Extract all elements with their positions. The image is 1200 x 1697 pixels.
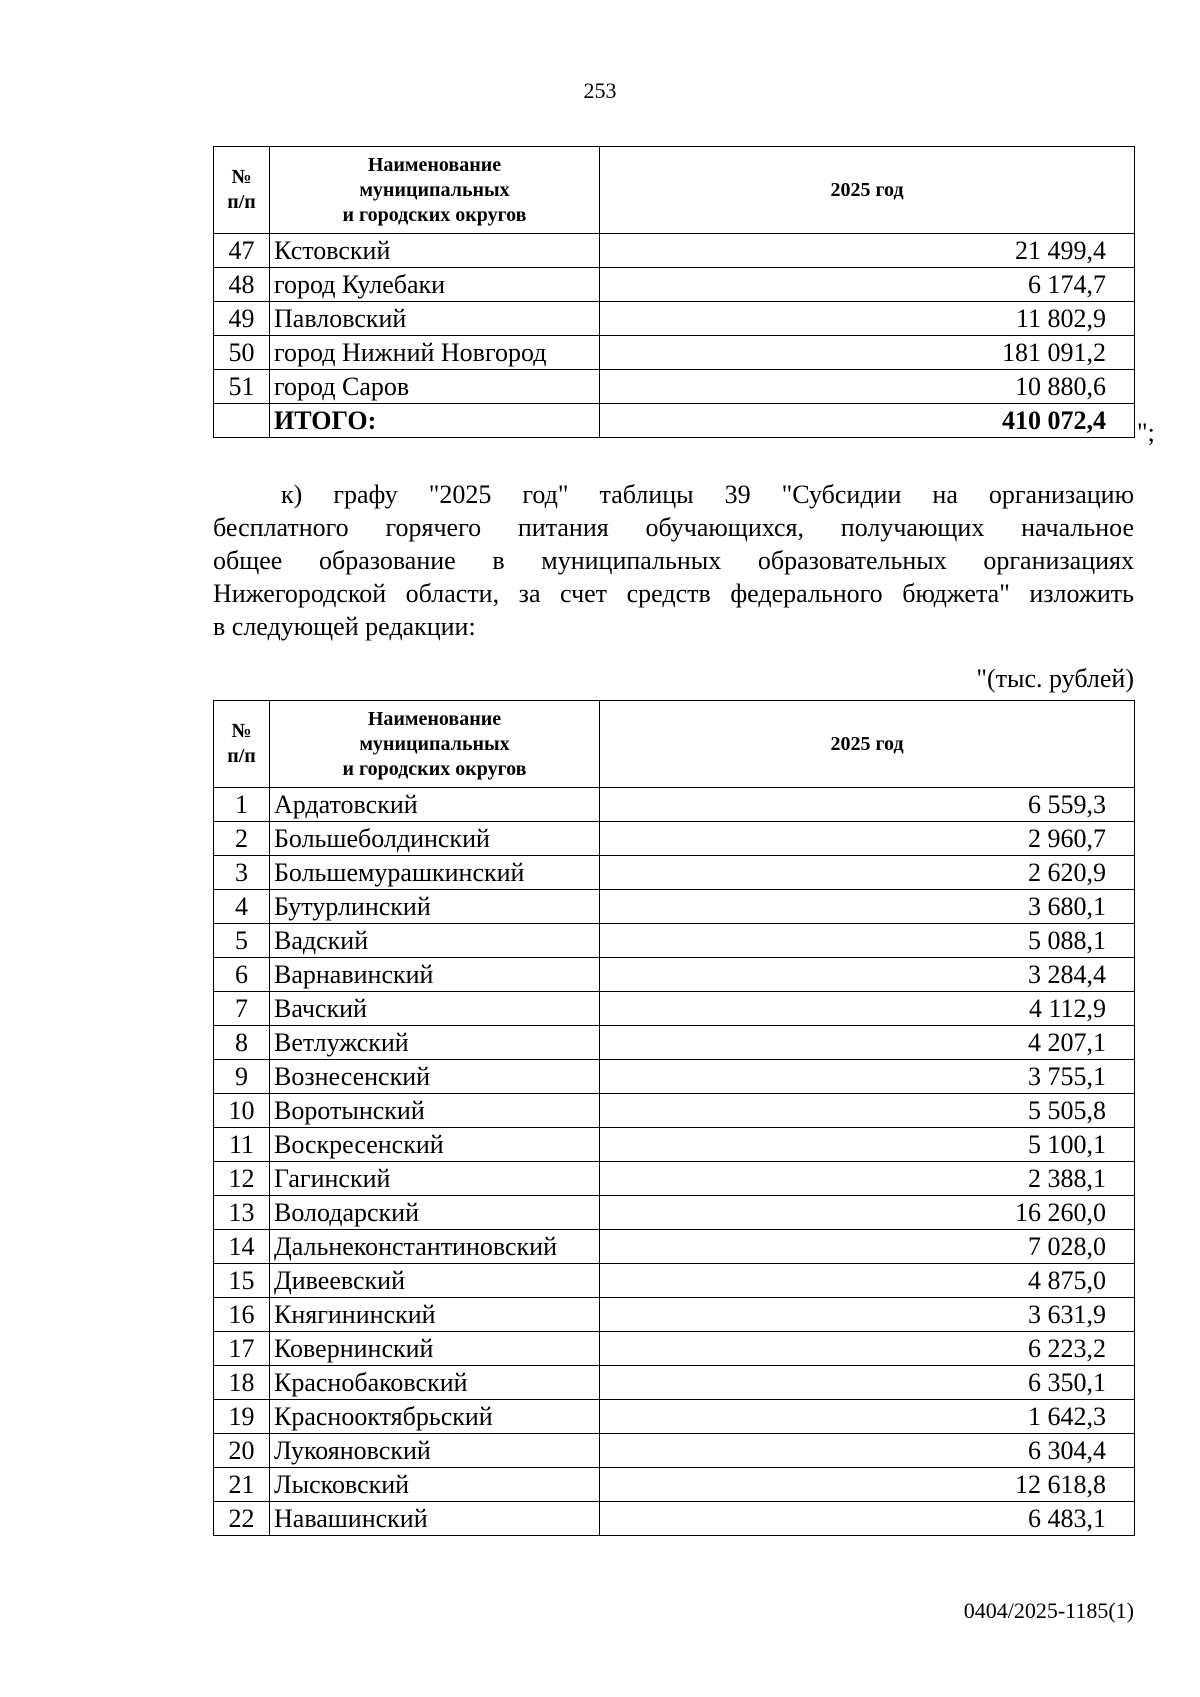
municipality-name: Павловский xyxy=(270,302,600,336)
closing-quote: "; xyxy=(1137,418,1155,447)
table-row xyxy=(214,856,1135,890)
table-row xyxy=(214,1400,1135,1434)
row-number: 9 xyxy=(214,1060,270,1094)
municipality-name: Княгининский xyxy=(270,1298,600,1332)
header-name xyxy=(270,701,600,788)
total-row xyxy=(214,404,1135,438)
row-number: 18 xyxy=(214,1366,270,1400)
amount-value: 3 284,4 xyxy=(600,958,1135,992)
amount-value: 7 028,0 xyxy=(600,1230,1135,1264)
header-number-line: № xyxy=(231,166,252,188)
table-row xyxy=(214,992,1135,1026)
paragraph-line: Нижегородской области, за счет средств федерального бюджета" изложить xyxy=(213,579,1134,608)
amount-value: 21 499,4 xyxy=(600,234,1135,268)
amount-value: 6 350,1 xyxy=(600,1366,1135,1400)
header-year: 2025 год xyxy=(600,147,1135,234)
municipality-name: Ардатовский xyxy=(270,788,600,822)
row-number: 19 xyxy=(214,1400,270,1434)
municipality-name: Варнавинский xyxy=(270,958,600,992)
table-header-row xyxy=(214,701,1135,788)
paragraph-line: бесплатного горячего питания обучающихся, получающих начальное xyxy=(213,513,1134,542)
municipality-name: город Кулебаки xyxy=(270,268,600,302)
table-row xyxy=(214,1026,1135,1060)
amount-value: 181 091,2 xyxy=(600,336,1135,370)
municipality-name: Володарский xyxy=(270,1196,600,1230)
row-number: 50 xyxy=(214,336,270,370)
amount-value: 3 680,1 xyxy=(600,890,1135,924)
row-number: 5 xyxy=(214,924,270,958)
table-row xyxy=(214,1162,1135,1196)
header-year: 2025 год xyxy=(600,701,1135,788)
row-number: 7 xyxy=(214,992,270,1026)
municipality-name: Вачский xyxy=(270,992,600,1026)
amendment-paragraph xyxy=(213,478,1134,643)
amount-value: 2 620,9 xyxy=(600,856,1135,890)
municipality-name: Вадский xyxy=(270,924,600,958)
table-row xyxy=(214,1434,1135,1468)
row-number: 6 xyxy=(214,958,270,992)
municipality-name: Кстовский xyxy=(270,234,600,268)
paragraph-line: к) графу "2025 год" таблицы 39 "Субсидии на организацию xyxy=(281,480,1134,509)
municipality-name: Лысковский xyxy=(270,1468,600,1502)
paragraph-line: в следующей редакции: xyxy=(213,612,476,641)
row-number: 20 xyxy=(214,1434,270,1468)
municipality-name: город Нижний Новгород xyxy=(270,336,600,370)
table-row xyxy=(214,1060,1135,1094)
amount-value: 5 100,1 xyxy=(600,1128,1135,1162)
amount-value: 6 304,4 xyxy=(600,1434,1135,1468)
municipality-name: Дальнеконстантиновский xyxy=(270,1230,600,1264)
amount-value: 10 880,6 xyxy=(600,370,1135,404)
row-number: 48 xyxy=(214,268,270,302)
municipality-name: Воротынский xyxy=(270,1094,600,1128)
table-row xyxy=(214,1128,1135,1162)
table-row xyxy=(214,958,1135,992)
table-row xyxy=(214,1196,1135,1230)
table-row xyxy=(214,302,1135,336)
amount-value: 4 875,0 xyxy=(600,1264,1135,1298)
row-number: 2 xyxy=(214,822,270,856)
row-number: 17 xyxy=(214,1332,270,1366)
table-row xyxy=(214,370,1135,404)
amount-value: 1 642,3 xyxy=(600,1400,1135,1434)
table-header-row xyxy=(214,147,1135,234)
amount-value: 6 223,2 xyxy=(600,1332,1135,1366)
municipality-name: Лукояновский xyxy=(270,1434,600,1468)
municipality-name: Большемурашкинский xyxy=(270,856,600,890)
row-number: 11 xyxy=(214,1128,270,1162)
units-note: "(тыс. рублей) xyxy=(976,664,1134,693)
table-row xyxy=(214,1298,1135,1332)
header-number-line: п/п xyxy=(227,745,256,767)
amount-value: 4 207,1 xyxy=(600,1026,1135,1060)
subsidy-table-39 xyxy=(213,700,1135,1536)
amount-value: 11 802,9 xyxy=(600,302,1135,336)
table-row xyxy=(214,234,1135,268)
table-row xyxy=(214,1332,1135,1366)
amount-value: 2 388,1 xyxy=(600,1162,1135,1196)
row-number: 51 xyxy=(214,370,270,404)
row-number: 49 xyxy=(214,302,270,336)
municipality-name: Ковернинский xyxy=(270,1332,600,1366)
municipality-name: Гагинский xyxy=(270,1162,600,1196)
header-name-line: муниципальных xyxy=(359,178,510,201)
table-row xyxy=(214,788,1135,822)
row-number: 16 xyxy=(214,1298,270,1332)
row-number: 21 xyxy=(214,1468,270,1502)
municipality-name: Краснобаковский xyxy=(270,1366,600,1400)
amount-value: 6 559,3 xyxy=(600,788,1135,822)
table-row xyxy=(214,890,1135,924)
header-number-line: п/п xyxy=(227,191,256,213)
amount-value: 4 112,9 xyxy=(600,992,1135,1026)
row-number: 47 xyxy=(214,234,270,268)
municipality-name: Дивеевский xyxy=(270,1264,600,1298)
table-row xyxy=(214,1366,1135,1400)
municipality-name: Воскресенский xyxy=(270,1128,600,1162)
row-number: 1 xyxy=(214,788,270,822)
amount-value: 5 088,1 xyxy=(600,924,1135,958)
header-name-line: Наименование xyxy=(367,707,502,730)
header-name-line: муниципальных xyxy=(359,732,510,755)
header-number xyxy=(214,147,270,234)
header-name xyxy=(270,147,600,234)
municipality-name: Ветлужский xyxy=(270,1026,600,1060)
row-number: 10 xyxy=(214,1094,270,1128)
paragraph-line: общее образование в муниципальных образовательных организациях xyxy=(213,546,1134,575)
row-number: 13 xyxy=(214,1196,270,1230)
table-row xyxy=(214,268,1135,302)
row-number: 22 xyxy=(214,1502,270,1536)
table-row xyxy=(214,1468,1135,1502)
table-row xyxy=(214,1264,1135,1298)
row-number: 15 xyxy=(214,1264,270,1298)
amount-value: 6 174,7 xyxy=(600,268,1135,302)
table-row xyxy=(214,924,1135,958)
municipality-name: Вознесенский xyxy=(270,1060,600,1094)
row-number: 8 xyxy=(214,1026,270,1060)
table-row xyxy=(214,822,1135,856)
amount-value: 3 755,1 xyxy=(600,1060,1135,1094)
header-number-line: № xyxy=(231,720,252,742)
header-number xyxy=(214,701,270,788)
municipality-name: Бутурлинский xyxy=(270,890,600,924)
total-value: 410 072,4 xyxy=(600,404,1135,438)
row-number: 3 xyxy=(214,856,270,890)
amount-value: 6 483,1 xyxy=(600,1502,1135,1536)
header-name-line: Наименование xyxy=(367,153,502,176)
amount-value: 2 960,7 xyxy=(600,822,1135,856)
amount-value: 16 260,0 xyxy=(600,1196,1135,1230)
municipality-name: Большеболдинский xyxy=(270,822,600,856)
amount-value: 5 505,8 xyxy=(600,1094,1135,1128)
page-number: 253 xyxy=(583,78,617,103)
municipality-name: город Саров xyxy=(270,370,600,404)
municipality-name: Навашинский xyxy=(270,1502,600,1536)
header-name-line: и городских округов xyxy=(342,757,527,780)
amount-value: 12 618,8 xyxy=(600,1468,1135,1502)
table-row xyxy=(214,1502,1135,1536)
municipality-name: Краснооктябрьский xyxy=(270,1400,600,1434)
table-row xyxy=(214,1230,1135,1264)
document-code: 0404/2025-1185(1) xyxy=(963,1598,1134,1623)
row-number: 12 xyxy=(214,1162,270,1196)
table-row xyxy=(214,336,1135,370)
table-row xyxy=(214,1094,1135,1128)
total-label: ИТОГО: xyxy=(270,404,600,438)
total-number-cell xyxy=(214,404,270,438)
row-number: 14 xyxy=(214,1230,270,1264)
row-number: 4 xyxy=(214,890,270,924)
subsidy-table-continued xyxy=(213,146,1135,438)
header-name-line: и городских округов xyxy=(342,203,527,226)
amount-value: 3 631,9 xyxy=(600,1298,1135,1332)
